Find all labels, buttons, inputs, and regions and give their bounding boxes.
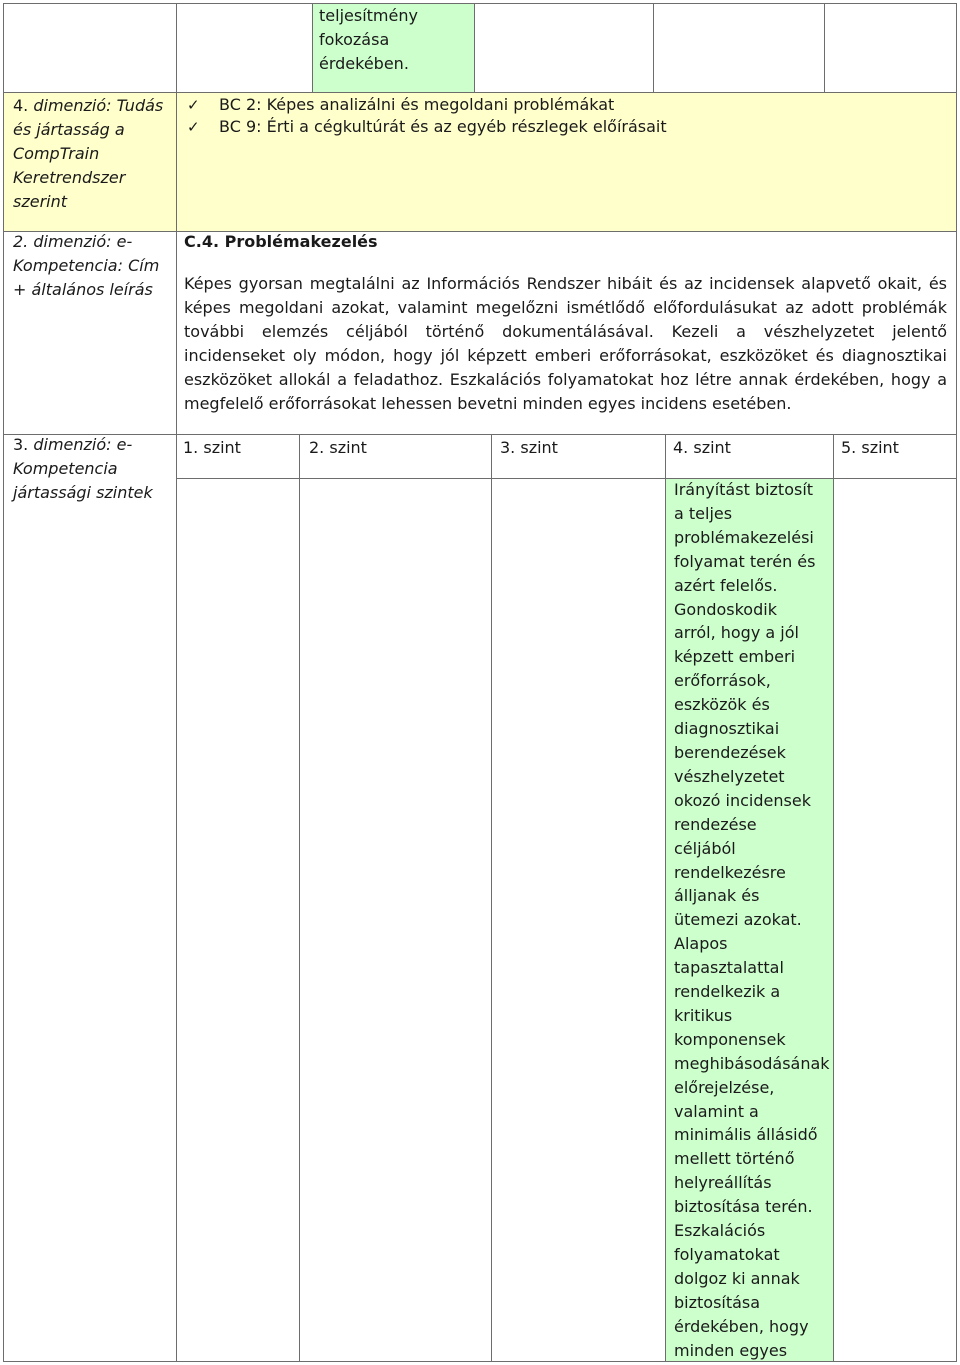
competence-title: C.4. Problémakezelés	[184, 232, 378, 251]
dim2-content-cell	[176, 231, 957, 435]
top-cell-green	[312, 3, 475, 93]
level-3-cell	[491, 478, 666, 1362]
level-1-cell	[176, 478, 300, 1362]
checklist-item: ✓ BC 2: Képes analizálni és megoldani problémákat	[187, 95, 615, 114]
dim2-label: 2. dimenzió: e- Kompetencia: Cím + általános leírás	[13, 232, 160, 299]
level-4-description: Irányítást biztosít a teljes problémakezelési folyamat terén és azért felelős. Gondoskodik arról, hogy a jól képzett emberi erőforrások, eszközök és diagnosztikai berendezések vészhelyzetet okozó incidensek rendezése céljából rendelkezésre álljanak és ütemezi azokat. Alapos tapasztalattal rendelkezik a kritikus komponensek meghibásodásának előrejelzése, valamint a minimális állásidő mellett történő helyreállítás biztosítása terén. Eszkalációs folyamatokat dolgoz ki annak biztosítása érdekében, hogy minden egyes	[674, 480, 830, 1360]
dim4-label-cell	[3, 92, 177, 232]
top-cell-3	[474, 3, 654, 93]
level-2-header: 2. szint	[309, 438, 367, 457]
level-5-header: 5. szint	[841, 438, 899, 457]
dim3-label-text: 3. dimenzió: e- Kompetencia jártassági szintek	[13, 435, 153, 502]
dim2-label-cell	[3, 231, 177, 435]
level-1-header: 1. szint	[183, 438, 241, 457]
top-cell-1	[176, 3, 313, 93]
check-icon: ✓	[187, 118, 200, 136]
level-4-header: 4. szint	[673, 438, 731, 457]
top-cell-5	[824, 3, 957, 93]
dim4-label: 4. dimenzió: Tudás és jártasság a CompTrain Keretrendszer szerint	[13, 96, 164, 211]
checklist-item: ✓ BC 9: Érti a cégkultúrát és az egyéb részlegek előírásait	[187, 117, 667, 136]
dim4-content-cell	[176, 92, 957, 232]
top-left-cell	[3, 3, 177, 93]
dim4-checklist	[177, 94, 667, 138]
level-5-cell	[833, 478, 957, 1362]
level-3-header: 3. szint	[500, 438, 558, 457]
level-4-cell	[665, 478, 834, 1362]
level-2-cell	[299, 478, 492, 1362]
competence-description: Képes gyorsan megtalálni az Információs Rendszer hibáit és az incidensek alapvető okait, és képes megoldani azokat, valamint megelőzni ismétlődő előfordulásukat az adott problémák további elemzés céljából történő dokumentálásával. Kezeli a vészhelyzetet jelentő incidenseket oly módon, hogy jól képzett emberi erőforrásokat, eszközöket és diagnosztikai eszközöket allokál a feladathoz. Eszkalációs folyamatokat hoz létre annak érdekében, hogy a megfelelő erőforrásokat lehessen bevetni minden egyes incidens esetében.	[184, 274, 947, 413]
top-cell-text: teljesítmény fokozása érdekében.	[319, 6, 418, 73]
check-icon: ✓	[187, 96, 200, 114]
dim3-label-cell	[3, 434, 177, 1362]
top-cell-4	[653, 3, 825, 93]
